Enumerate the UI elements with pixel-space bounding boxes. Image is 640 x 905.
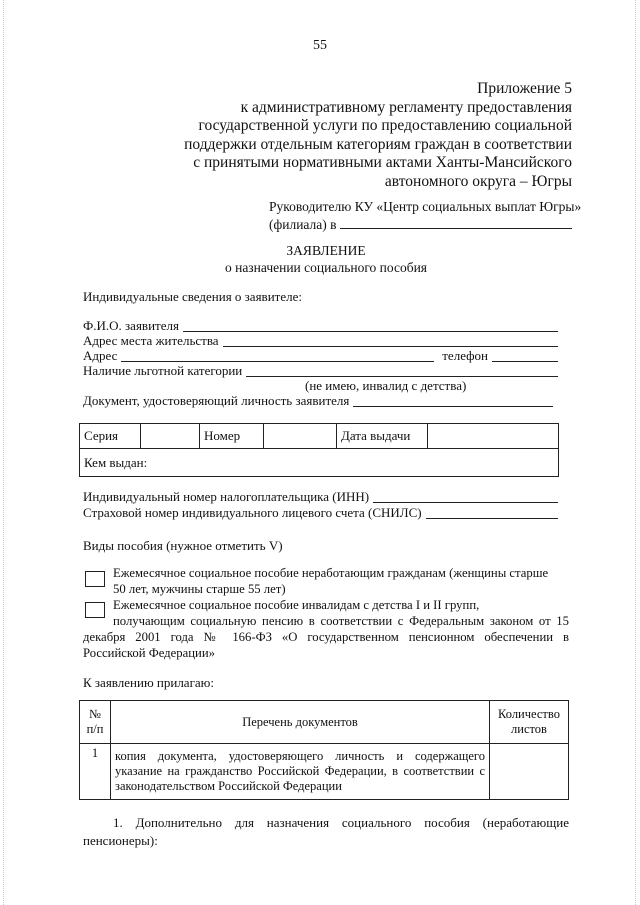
residence-input-line[interactable] bbox=[223, 346, 558, 347]
row-document-line3: законодательством Российской Федерации bbox=[115, 779, 342, 793]
page-number: 55 bbox=[313, 38, 327, 53]
attachments-table bbox=[79, 700, 569, 800]
benefits-heading: Виды пособия (нужное отметить V) bbox=[83, 538, 283, 553]
appendix-line: к административному регламенту предоставления bbox=[240, 98, 572, 116]
addressee-branch-label: (филиала) в bbox=[269, 217, 337, 232]
benefit-option-2-line1: Ежемесячное социальное пособие инвалидам с детства I и II групп, bbox=[113, 598, 480, 612]
id-document-input-line[interactable] bbox=[353, 406, 553, 407]
benefit-option-1 bbox=[113, 565, 568, 597]
benefit-option-2-line3: декабря 2001 года № 166-ФЗ «О государственном пенсионном обеспечении в bbox=[83, 630, 569, 644]
residence-label: Адрес места жительства bbox=[83, 333, 219, 348]
address-row bbox=[83, 349, 558, 364]
id-document-table bbox=[79, 423, 559, 477]
row-document bbox=[111, 744, 490, 800]
fio-input-line[interactable] bbox=[183, 331, 558, 332]
snils-label: Страховой номер индивидуального лицевого счета (СНИЛС) bbox=[83, 505, 422, 520]
benefit-option-1-line1: Ежемесячное социальное пособие неработающим гражданам (женщины старше bbox=[113, 566, 549, 580]
category-row bbox=[83, 364, 558, 379]
category-note: (не имею, инвалид с детства) bbox=[305, 378, 467, 393]
category-input-line[interactable] bbox=[246, 376, 558, 377]
residence-row bbox=[83, 334, 558, 349]
appendix-line: автономного округа – Югры bbox=[384, 172, 572, 190]
inn-input-line[interactable] bbox=[373, 502, 558, 503]
appendix-line: с принятыми нормативными актами Ханты-Мансийского bbox=[193, 154, 572, 172]
number-cell[interactable] bbox=[264, 424, 337, 449]
number-label: Номер bbox=[200, 424, 264, 449]
paragraph-1: 1. Дополнительно для назначения социального пособия (неработающие пенсионеры): bbox=[83, 815, 569, 848]
addressee-line2 bbox=[269, 216, 581, 234]
row-document-line2: указание на гражданство Российской Федерации, в соответствии с bbox=[115, 764, 485, 778]
col-number-header: № п/п bbox=[80, 701, 111, 744]
document-subtitle: о назначении социального пособия bbox=[224, 260, 428, 275]
issue-date-label: Дата выдачи bbox=[337, 424, 428, 449]
addressee-line1: Руководителю КУ «Центр социальных выплат Югры» bbox=[269, 199, 582, 214]
snils-row bbox=[83, 506, 558, 521]
left-margin-dots bbox=[3, 0, 5, 905]
branch-input-line[interactable] bbox=[340, 216, 572, 229]
fio-row bbox=[83, 319, 558, 334]
issue-date-cell[interactable] bbox=[428, 424, 559, 449]
phone-label: телефон bbox=[442, 348, 488, 363]
right-margin-dots bbox=[635, 0, 637, 905]
id-document-row bbox=[83, 394, 553, 409]
phone-input-line[interactable] bbox=[492, 361, 558, 362]
id-document-label: Документ, удостоверяющий личность заявителя bbox=[83, 393, 350, 408]
col-list-header: Перечень документов bbox=[111, 701, 490, 744]
benefit-option-1-line2: 50 лет, мужчины старше 55 лет) bbox=[113, 582, 286, 596]
category-label: Наличие льготной категории bbox=[83, 363, 243, 378]
addressee-block bbox=[269, 198, 581, 234]
appendix-header bbox=[172, 80, 572, 192]
address-input-line[interactable] bbox=[121, 361, 434, 362]
benefit-option-2-continued bbox=[83, 613, 569, 661]
applicant-section-heading: Индивидуальные сведения о заявителе: bbox=[83, 289, 302, 304]
document-title: ЗАЯВЛЕНИЕ bbox=[286, 243, 366, 258]
row-number: 1 bbox=[80, 744, 111, 800]
appendix-line: государственной услуги по предоставлению социальной bbox=[198, 117, 572, 135]
benefit-checkbox-1[interactable] bbox=[85, 571, 105, 587]
inn-row bbox=[83, 490, 558, 505]
address-label: Адрес bbox=[83, 348, 118, 363]
attachments-heading: К заявлению прилагаю: bbox=[83, 675, 215, 690]
benefit-option-2 bbox=[113, 597, 568, 613]
row-document-line1: копия документа, удостоверяющего личность и содержащего bbox=[115, 749, 485, 763]
benefit-option-2-line4: Российской Федерации» bbox=[83, 646, 215, 660]
table-row bbox=[80, 744, 569, 800]
benefit-option-2-line2: получающим социальную пенсию в соответствии с Федеральным законом от 15 bbox=[113, 614, 569, 628]
row-sheet-count[interactable] bbox=[490, 744, 569, 800]
inn-label: Индивидуальный номер налогоплательщика (ИНН) bbox=[83, 489, 370, 504]
appendix-line: поддержки отдельным категориям граждан в соответствии bbox=[184, 135, 572, 153]
issued-by-cell[interactable]: Кем выдан: bbox=[80, 449, 559, 477]
appendix-line: Приложение 5 bbox=[477, 80, 572, 97]
snils-input-line[interactable] bbox=[426, 518, 558, 519]
series-cell[interactable] bbox=[141, 424, 200, 449]
series-label: Серия bbox=[80, 424, 141, 449]
col-count-header: Количество листов bbox=[490, 701, 569, 744]
fio-label: Ф.И.О. заявителя bbox=[83, 318, 179, 333]
